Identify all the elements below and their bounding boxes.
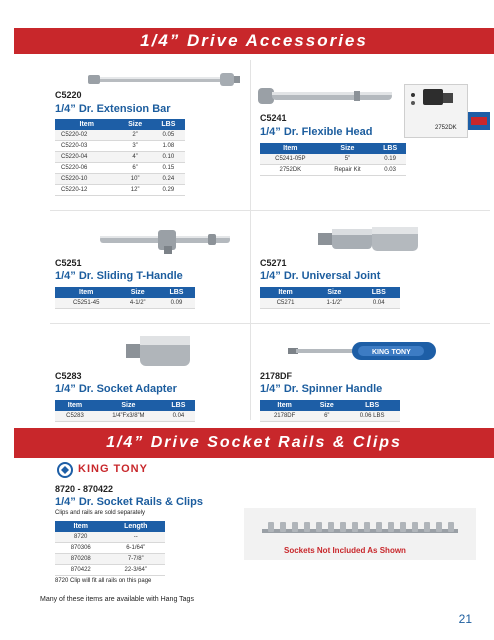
col-header: LBS xyxy=(162,400,195,411)
table-cell: 870422 xyxy=(55,565,106,576)
table-cell: 0.10 xyxy=(152,152,185,163)
table-cell: 2752DK xyxy=(260,165,321,176)
sliding-t-handle-image xyxy=(100,226,230,254)
table-cell: 2” xyxy=(118,130,151,141)
product-code: C5220 xyxy=(55,90,82,100)
col-header: Item xyxy=(55,521,106,532)
table-row xyxy=(55,163,185,174)
section-banner-accessories: 1/4” Drive Accessories xyxy=(14,28,494,54)
table-cell: 12” xyxy=(118,185,151,196)
table-cell: 22-3/64” xyxy=(106,565,165,576)
spec-table-c5251 xyxy=(55,287,195,309)
table-cell: 1/4”Fx3/8”M xyxy=(95,411,162,422)
table-row xyxy=(55,130,185,141)
table-cell: 5” xyxy=(321,154,375,165)
table-cell: 7-7/8” xyxy=(106,554,165,565)
col-header: LBS xyxy=(344,400,400,411)
table-cell: 1-1/2” xyxy=(311,298,357,309)
product-code: C5271 xyxy=(260,258,287,268)
spec-table-2178df xyxy=(260,400,400,422)
table-cell: 6” xyxy=(309,411,344,422)
product-title: 1/4” Dr. Extension Bar xyxy=(55,103,171,115)
table-cell: C5220-02 xyxy=(55,130,118,141)
repair-kit-image xyxy=(405,85,465,121)
hang-tag-icon xyxy=(468,112,490,130)
col-header: Item xyxy=(260,143,321,154)
table-cell: 0.19 xyxy=(374,154,406,165)
inset-label: 2752DK xyxy=(435,125,457,131)
table-cell: 0.29 xyxy=(152,185,185,196)
table-cell: 1.08 xyxy=(152,141,185,152)
table-cell: -- xyxy=(106,532,165,543)
table-cell: C5220-06 xyxy=(55,163,118,174)
table-cell: C5220-12 xyxy=(55,185,118,196)
product-code: 2178DF xyxy=(260,371,293,381)
table-cell: 0.04 xyxy=(162,411,195,422)
table-row xyxy=(55,532,165,543)
section-banner-rails: 1/4” Drive Socket Rails & Clips xyxy=(14,428,494,458)
table-cell: 8720 xyxy=(55,532,106,543)
table-row xyxy=(260,411,400,422)
spec-table-c5241 xyxy=(260,143,406,176)
product-code: C5283 xyxy=(55,371,82,381)
spinner-handle-image xyxy=(288,336,438,366)
king-tony-logo xyxy=(56,462,156,478)
table-row xyxy=(55,185,185,196)
sockets-not-included-caption: Sockets Not Included As Shown xyxy=(284,546,406,555)
product-title: 1/4” Dr. Spinner Handle xyxy=(260,383,383,395)
spec-table-rails xyxy=(55,521,165,576)
table-cell: C5241-05P xyxy=(260,154,321,165)
table-cell: 0.03 xyxy=(374,165,406,176)
col-header: Length xyxy=(106,521,165,532)
col-header: Size xyxy=(311,287,357,298)
spec-table-c5283 xyxy=(55,400,195,422)
table-cell: C5271 xyxy=(260,298,311,309)
table-cell: C5283 xyxy=(55,411,95,422)
hang-tags-note: Many of these items are available with Hang Tags xyxy=(40,596,194,603)
table-row xyxy=(260,298,400,309)
universal-joint-image xyxy=(318,224,428,254)
col-header: Size xyxy=(309,400,344,411)
table-cell: C5220-10 xyxy=(55,174,118,185)
table-row xyxy=(55,543,165,554)
col-header: Size xyxy=(117,287,158,298)
table-row xyxy=(55,411,195,422)
product-code: C5251 xyxy=(55,258,82,268)
product-code: 8720 - 870422 xyxy=(55,484,114,494)
col-header: Size xyxy=(95,400,162,411)
table-cell: 2178DF xyxy=(260,411,309,422)
table-cell: 4” xyxy=(118,152,151,163)
flexible-head-image xyxy=(258,80,398,112)
divider xyxy=(50,323,490,324)
table-row xyxy=(260,154,406,165)
col-header: Item xyxy=(55,287,117,298)
table-cell: 6” xyxy=(118,163,151,174)
table-cell: 0.06 LBS xyxy=(344,411,400,422)
col-header: Item xyxy=(260,287,311,298)
sold-separately-note: Clips and rails are sold separately xyxy=(55,510,146,516)
product-title: 1/4” Dr. Socket Adapter xyxy=(55,383,177,395)
table-cell: Repair Kit xyxy=(321,165,375,176)
product-title: 1/4” Dr. Universal Joint xyxy=(260,270,381,282)
divider xyxy=(50,210,490,211)
table-row xyxy=(55,174,185,185)
table-cell: 4-1/2” xyxy=(117,298,158,309)
table-cell: C5251-45 xyxy=(55,298,117,309)
table-row xyxy=(55,298,195,309)
col-header: Size xyxy=(321,143,375,154)
clip-fit-note: 8720 Clip will fit all rails on this page xyxy=(55,578,152,584)
col-header: Item xyxy=(55,400,95,411)
product-title: 1/4” Dr. Flexible Head xyxy=(260,126,373,138)
col-header: Item xyxy=(55,119,118,130)
page-number: 21 xyxy=(458,612,472,626)
col-header: LBS xyxy=(374,143,406,154)
table-cell: 870208 xyxy=(55,554,106,565)
table-cell: 6-1/64” xyxy=(106,543,165,554)
socket-rail-photo xyxy=(244,508,476,560)
table-row xyxy=(55,152,185,163)
col-header: Size xyxy=(118,119,151,130)
col-header: LBS xyxy=(358,287,400,298)
table-row xyxy=(260,165,406,176)
col-header: LBS xyxy=(158,287,195,298)
product-title: 1/4” Dr. Socket Rails & Clips xyxy=(55,496,203,508)
spinner-brand-text: KING TONY xyxy=(372,349,411,356)
product-title: 1/4” Dr. Sliding T-Handle xyxy=(55,270,183,282)
spec-table-c5220 xyxy=(55,119,185,196)
table-cell: 0.05 xyxy=(152,130,185,141)
table-cell: C5220-04 xyxy=(55,152,118,163)
socket-rail-image xyxy=(244,512,476,546)
table-cell: 10” xyxy=(118,174,151,185)
table-row xyxy=(55,141,185,152)
table-cell: 3” xyxy=(118,141,151,152)
col-header: Item xyxy=(260,400,309,411)
logo-text: KING TONY xyxy=(78,463,148,475)
table-cell: C5220-03 xyxy=(55,141,118,152)
product-code: C5241 xyxy=(260,113,287,123)
table-cell: 0.15 xyxy=(152,163,185,174)
spec-table-c5271 xyxy=(260,287,400,309)
table-row xyxy=(55,554,165,565)
table-row xyxy=(55,565,165,576)
table-cell: 0.09 xyxy=(158,298,195,309)
table-cell: 0.24 xyxy=(152,174,185,185)
socket-adapter-image xyxy=(126,334,194,368)
repair-kit-inset xyxy=(404,84,468,138)
table-cell: 870306 xyxy=(55,543,106,554)
col-header: LBS xyxy=(152,119,185,130)
king-tony-emblem-icon xyxy=(56,462,74,478)
table-cell: 0.04 xyxy=(358,298,400,309)
extension-bar-image xyxy=(88,68,240,92)
divider xyxy=(250,60,251,420)
